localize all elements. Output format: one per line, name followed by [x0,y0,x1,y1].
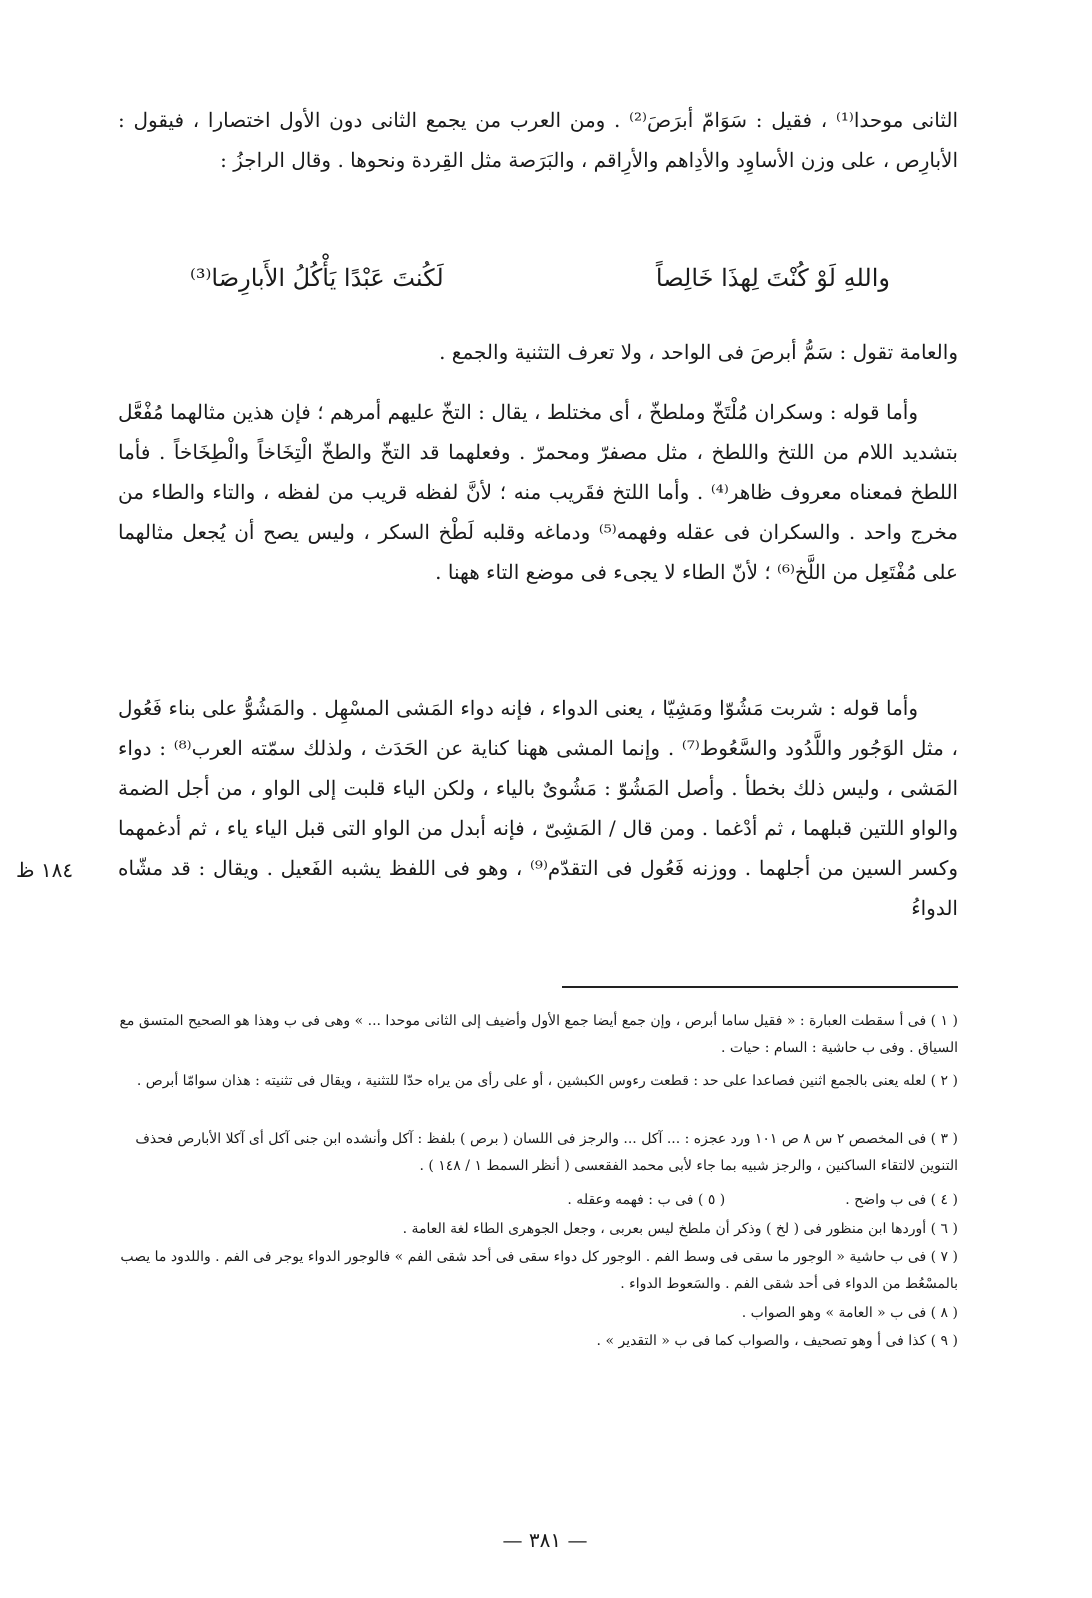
verse-hemistich-1: واللهِ لَوْ كُنْتَ لِهذَا خَالِصاً [655,264,890,292]
paragraph-2: والعامة تقول : سَمُّ أبرصَ فى الواحد ، ولا تعرف التثنية والجمع . [439,340,958,364]
verse-line [190,264,890,292]
footnote-separator [562,986,958,988]
paragraph-3: وأما قوله : وسكران مُلْتَخّ وملطخّ ، أى مختلط ، يقال : التخّ عليهم أمرهم ؛ فإن هذين مثالهما مُفْعَّل بتشديد اللام من اللتخ واللطخ ، مثل مصفرّ ومحمرّ . وفعلهما قد التخّ والطخّ الْتِخَاخاً والْطِخَاخاً . فأما اللطخ فمعناه معروف ظاهر⁽⁴⁾ . وأما اللتخ فقَريب منه ؛ لأنَّ لفظه قريب من لفظه ، والتاء والطاء من مخرج واحد . والسكران فى عقله وفهمه⁽⁵⁾ ودماغه وقلبه لَطْخ السكر ، وليس يصح أن يُجعل مثالهما على مُفْتَعِل من اللَّخ⁽⁶⁾ ؛ لأنّ الطاء لا يجىء فى موضع التاء ههنا . [118,400,958,584]
footnote-6: ( ٦ ) أوردها ابن منظور فى ( لخ ) وذكر أن ملطخ ليس بعربى ، وجعل الجوهرى الطاء لغة العامة . [402,1221,958,1237]
footnote-5: ( ٥ ) فى ب : فهمه وعقله . [567,1192,726,1208]
footnote-7: ( ٧ ) فى ب حاشية « الوجور ما سقى فى وسط الفم . الوجور كل دواء سقى فى أحد شقى الفم » فالوجور الدواء يوجر فى الفم . واللدود ما يصب بالمسْعُط من الدواء فى أحد شقى الفم . والسَعوط الدواء . [120,1249,958,1292]
paragraph-1: الثانى موحدا⁽¹⁾ ، فقيل : سَوَامّ أبرَصَ⁽²⁾ . ومن العرب من يجمع الثانى دون الأول اختصارا ، فيقول : الأبارِص ، على وزن الأساوِد والأدِاهم والأرِاقم ، والبَرَصة مثل القِردة ونحوها . وقال الراجزُ : [118,108,959,172]
footnote-9: ( ٩ ) كذا فى أ وهو تصحيف ، والصواب كما فى ب « التقدير » . [596,1333,958,1349]
footnote-2: ( ٢ ) لعله يعنى بالجمع اثنين فصاعدا على حد : قطعت رءوس الكبشين ، أو على رأى من يراه حدّا للتثنية ، ويقال فى تثنيته : هذان سوامّا أبرص . [136,1073,958,1089]
footnote-8: ( ٨ ) فى ب « العامة » وهو الصواب . [741,1305,958,1321]
footnote-4: ( ٤ ) فى ب واضح . [845,1192,958,1208]
verse-hemistich-2: لَكُنتَ عَبْدًا يَأْكُلُ الأَبارِصَا⁽³⁾ [190,264,444,292]
page-number: — ٣٨١ — [502,1528,588,1552]
footnote-3: ( ٣ ) فى المخصص ٢ س ٨ ص ١٠١ ورد عجزه : ... آكل ... والرجز فى اللسان ( برص ) بلفظ : آكل وأنشده ابن جنى آكل أى آكلا الأبارص فحذف التنوين لالتقاء الساكنين ، والرجز شبيه بما جاء لأبى محمد الفقعسى ( أنظر السمط ١ / ١٤٨ ) . [135,1131,958,1174]
footnote-1: ( ١ ) فى أ سقطت العبارة : « فقيل ساما أبرص ، وإن جمع أيضا جمع الأول وأضيف إلى الثانى موحدا ... » وهى فى ب وهذا هو الصحيح المتسق مع السياق . وفى ب حاشية : السام : حيات . [119,1013,958,1056]
margin-folio-note: ١٨٤ ظ [16,858,74,882]
paragraph-4: وأما قوله : شربت مَشُوّا ومَشِيّا ، يعنى الدواء ، فإنه دواء المَشى المسْهِل . والمَشُوُّ على بناء فَعُول ، مثل الوَجُور واللَّدُود والسَّعُوط⁽⁷⁾ . وإنما المشى ههنا كناية عن الحَدَث ، ولذلك سمّته العرب⁽⁸⁾ : دواء المَشى ، وليس ذلك بخطأ . وأصل المَشُوّ : مَشُوىٌ بالياء ، ولكن الياء قلبت إلى الواو ، من أجل الضمة والواو اللتين قبلهما ، ثم أدْغما . ومن قال / المَشِىّ ، فإنه أبدل من الواو التى قبل الياء ياء ، ثم أدغمهما وكسر السين من أجلهما . ووزنه فَعُول فى التقدّم⁽⁹⁾ ، وهو فى اللفظ يشبه الفَعيل . ويقال : قد مشّاه الدواءُ [118,696,959,920]
footnotes-4-5 [118,1187,958,1214]
